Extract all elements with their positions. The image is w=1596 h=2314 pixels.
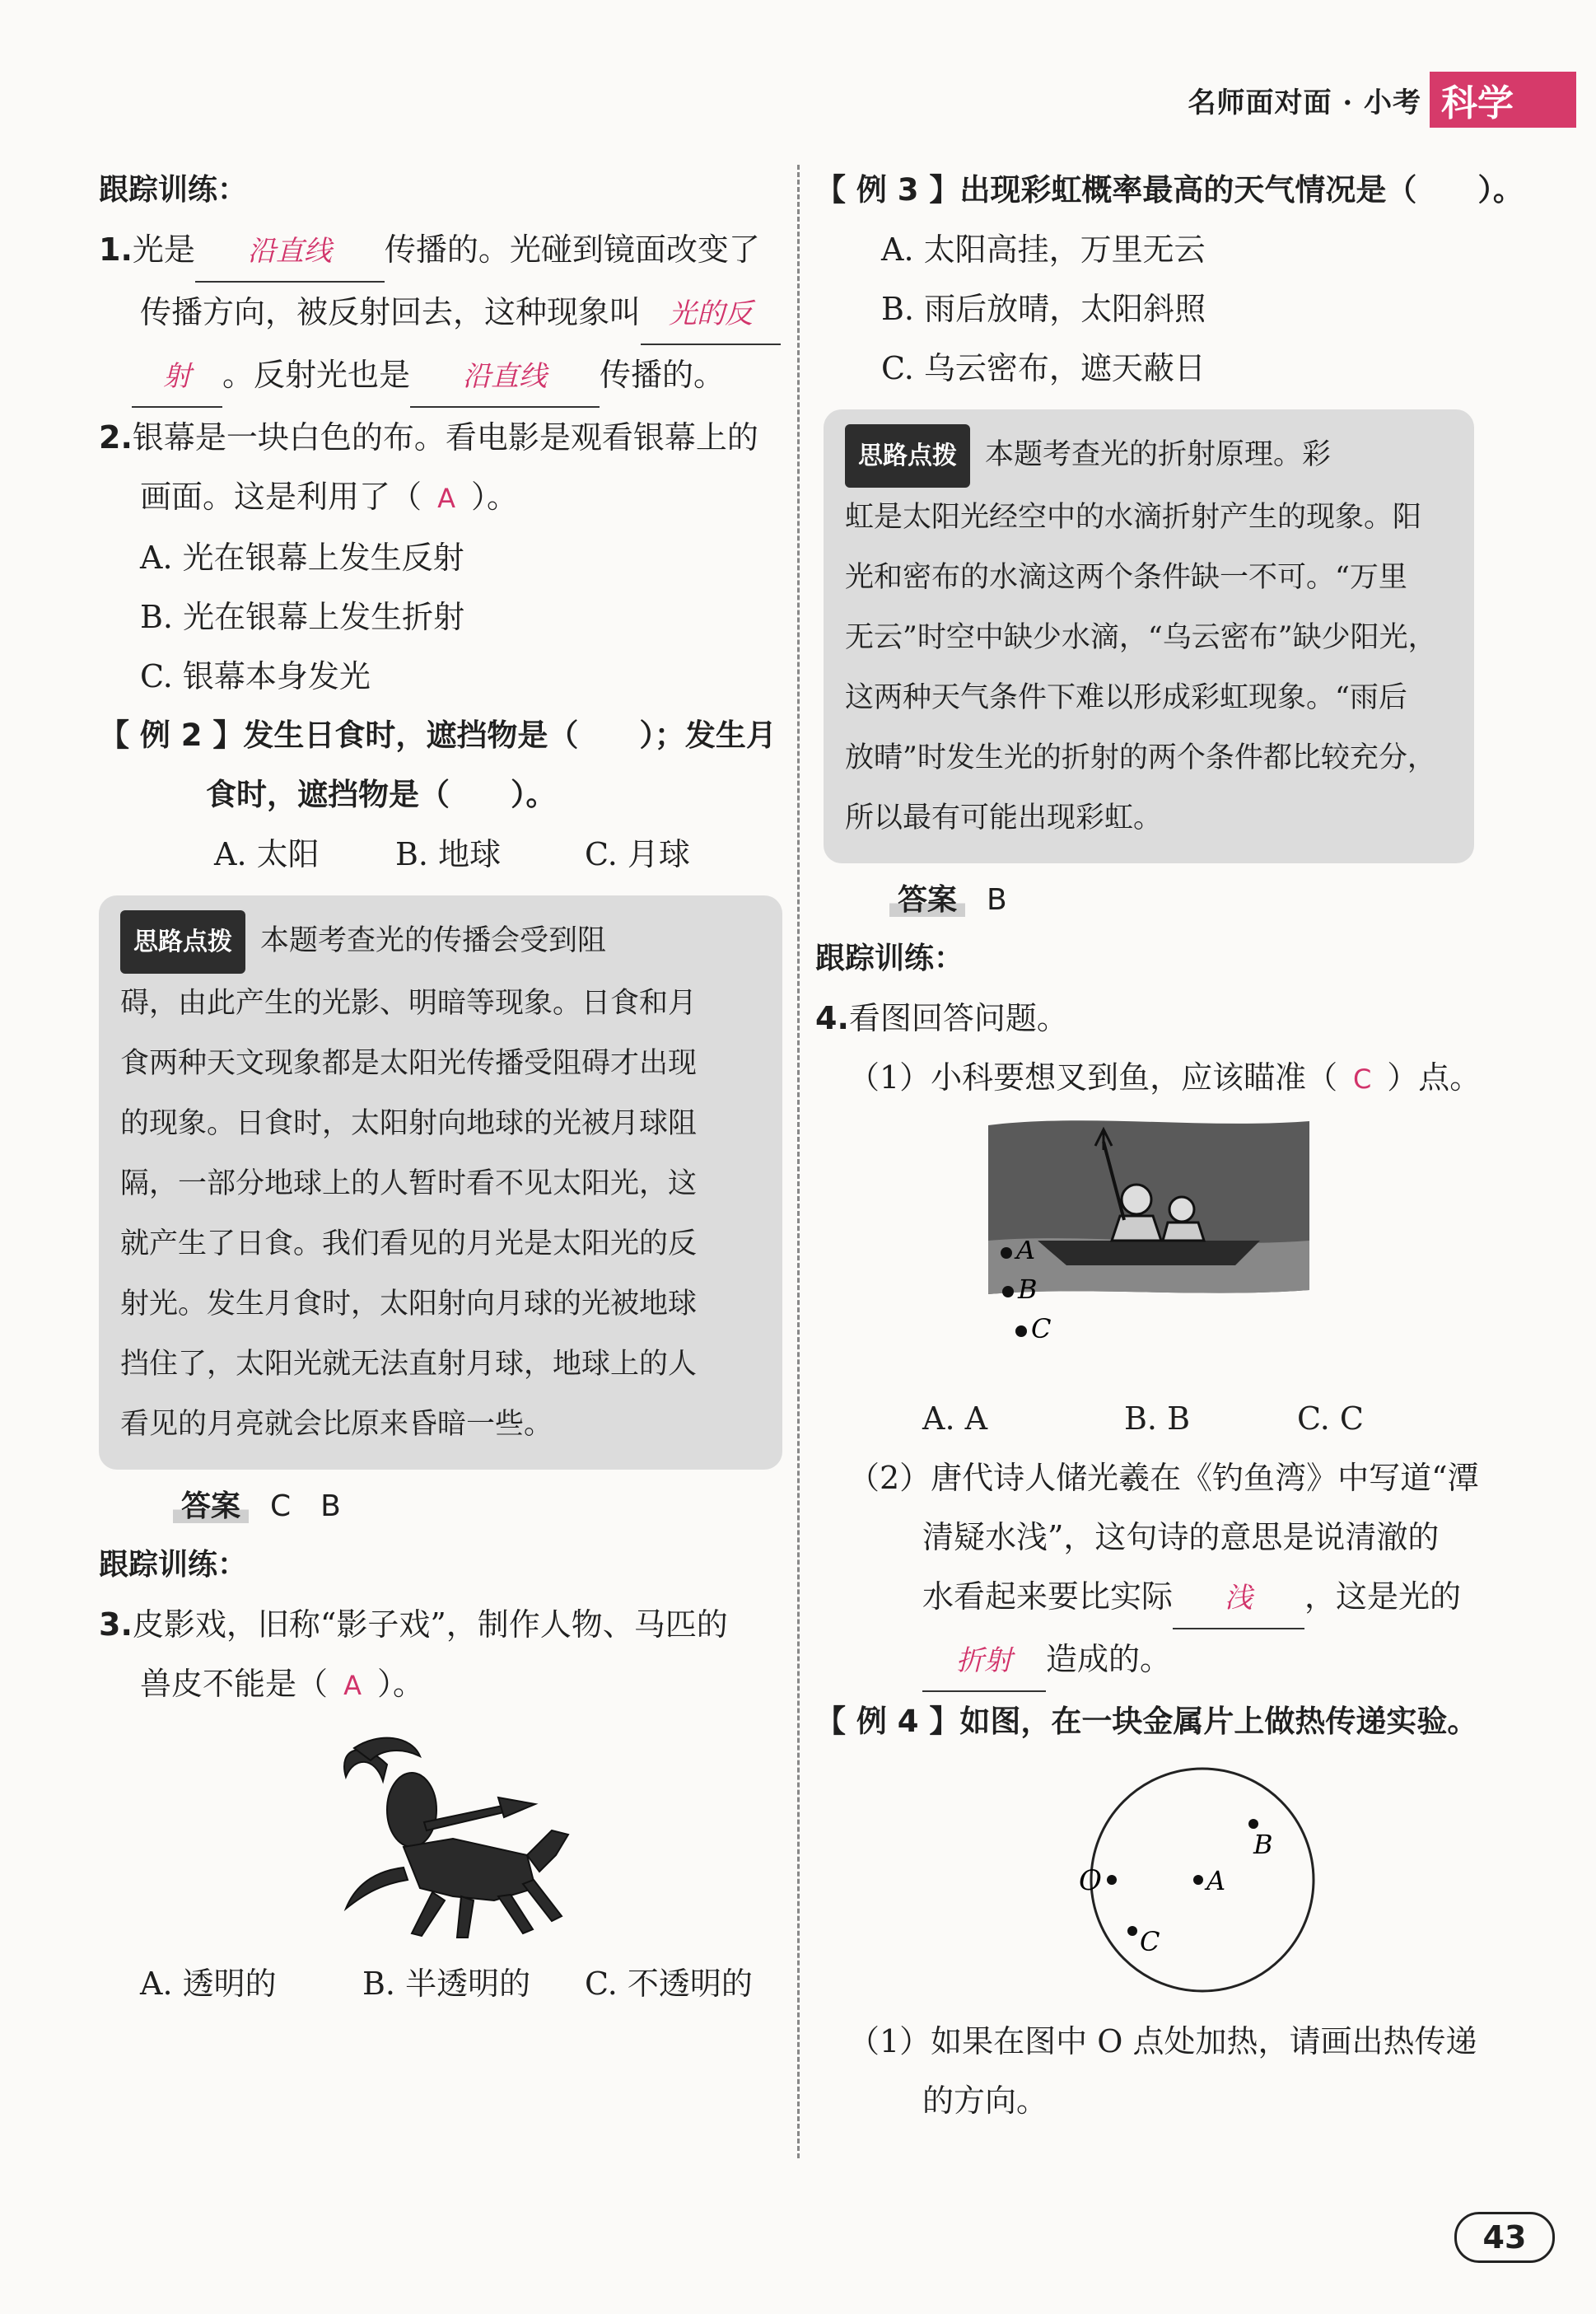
option: B. B — [1124, 1400, 1191, 1437]
choice-answer: A — [437, 483, 455, 514]
answer-line — [815, 872, 1507, 929]
page-header — [1188, 74, 1576, 125]
point-c-dot — [1127, 1926, 1137, 1936]
example-3: 【 例 3 】出现彩虹概率最高的天气情况是（ ）。 A. 太阳高挂，万里无云 B. 雨后放晴，太阳斜照 C. 乌云密布，遮天蔽日 — [815, 161, 1507, 398]
option: C. 不透明的 — [585, 1966, 753, 2002]
question-number: 4. — [815, 1000, 849, 1036]
question-4: 4.看图回答问题。 （1）小科要想叉到鱼，应该瞄准（ C ）点。 A B C A. A B. B C. C （2）唐代诗人储光羲在《钓鱼湾》中写道“潭 清疑水浅”，这句诗的意思是说清澈的 水看起来要比实际 浅 ，这是光的 折射 造成的。 — [815, 989, 1507, 1692]
option: A. 太阳 — [214, 836, 320, 872]
answer-blank: 光的反 — [641, 284, 781, 345]
question-number: 3. — [99, 1606, 133, 1643]
question-3: 3.皮影戏，旧称“影子戏”，制作人物、马匹的 兽皮不能是（ A ）。 A. 透明的 B. 半透明的 C. 不透明的 — [99, 1595, 782, 2013]
choice-answer: C — [1353, 1064, 1372, 1095]
subject-badge: 科学 — [1430, 72, 1576, 128]
point-b-dot — [1248, 1819, 1258, 1829]
example-label: 【 例 4 】 — [815, 1704, 960, 1739]
option: C. 月球 — [585, 836, 690, 872]
point-b-label: B — [1253, 1829, 1273, 1860]
page-number: 43 — [1454, 2212, 1555, 2263]
answer-blank: 浅 — [1173, 1568, 1304, 1629]
hint-box: 思路点拨 本题考查光的传播会受到阻 碍，由此产生的光影、明暗等现象。日食和月 食两种天文现象都是太阳光传播受阻碍才出现 的现象。日食时，太阳射向地球的光被月球阻 隔，一部分地球上的人暂时看不见太阳光，这 就产生了日食。我们看见的月光是太阳光的反 射光。发生月食时，太阳射向月球的光被地球 挡住了，太阳光就无法直射月球，地球上的人 看见的月亮就会比原来昏暗一些。 — [99, 895, 782, 1470]
answer-tag: 答案 — [173, 1489, 249, 1523]
point-o-label: O — [1079, 1864, 1102, 1897]
point-o-dot — [1107, 1875, 1117, 1885]
question-2: 2.银幕是一块白色的布。看电影是观看银幕上的 画面。这是利用了（ A ）。 A. 光在银幕上发生反射 B. 光在银幕上发生折射 C. 银幕本身发光 — [99, 408, 782, 706]
point-a-dot — [1001, 1247, 1012, 1259]
answer-line — [99, 1478, 782, 1536]
hint-box: 思路点拨 本题考查光的折射原理。彩 虹是太阳光经空中的水滴折射产生的现象。阳 光和密布的水滴这两个条件缺一不可。“万里 无云”时空中缺少水滴，“乌云密布”缺少阳光， 这两种天气条件下难以形成彩虹现象。“雨后 放晴”时发生光的折射的两个条件都比较充分， 所以最有可能出现彩虹。 — [824, 409, 1474, 863]
answer-blank: 沿直线 — [195, 222, 385, 283]
fishing-figure — [815, 1117, 1507, 1389]
choice-answer: A — [343, 1670, 362, 1701]
aim-points — [996, 1241, 1095, 1356]
point-a-dot — [1193, 1875, 1203, 1885]
point-b-label: B — [1018, 1274, 1038, 1305]
option: B. 半透明的 — [362, 1966, 531, 2002]
track-training-title: 跟踪训练： — [815, 942, 964, 975]
answer-blank: 折射 — [922, 1631, 1046, 1692]
metal-plate-diagram — [1038, 1756, 1334, 2003]
column-divider — [797, 165, 800, 2158]
option: B. 光在银幕上发生折射 — [140, 599, 465, 635]
option: C. 银幕本身发光 — [140, 658, 371, 694]
answer-blank: 沿直线 — [410, 347, 600, 408]
hint-tag: 思路点拨 — [120, 910, 245, 974]
example-label: 【 例 2 】 — [99, 718, 244, 753]
option: C. 乌云密布，遮天蔽日 — [881, 350, 1206, 386]
question-1: 1.光是 沿直线 传播的。光碰到镜面改变了 传播方向，被反射回去，这种现象叫 光的反 射 。反射光也是 沿直线 传播的。 — [99, 220, 782, 408]
option: B. 雨后放晴，太阳斜照 — [881, 291, 1206, 327]
point-a-label: A — [1206, 1865, 1226, 1896]
point-c-label: C — [1031, 1313, 1052, 1344]
option: A. 透明的 — [140, 1966, 277, 2002]
point-c-label: C — [1140, 1926, 1160, 1957]
option: A. A — [922, 1400, 988, 1437]
right-column — [815, 161, 1524, 2130]
example-label: 【 例 3 】 — [815, 172, 960, 208]
track-training-title: 跟踪训练： — [99, 173, 248, 207]
answer-value: C B — [270, 1489, 341, 1523]
point-a-label: A — [1016, 1241, 1036, 1265]
option: B. 地球 — [395, 836, 502, 872]
option: C. C — [1297, 1400, 1364, 1437]
track-training-title: 跟踪训练： — [99, 1548, 248, 1582]
example-4: 【 例 4 】如图，在一块金属片上做热传递实验。 O A B C （1）如果在图中 O 点处加热，请画出热传递 的方向。 — [815, 1704, 1478, 2119]
example-2: 【 例 2 】发生日食时，遮挡物是（ ）；发生月 食时，遮挡物是（ ）。 A. 太阳 B. 地球 C. 月球 — [99, 706, 782, 884]
series-title: 名师面对面 · 小考 — [1188, 86, 1421, 119]
option: A. 光在银幕上发生反射 — [140, 540, 464, 576]
answer-blank: 射 — [132, 347, 222, 408]
left-column — [99, 161, 782, 2013]
point-c-dot — [1015, 1325, 1027, 1337]
point-b-dot — [1002, 1286, 1014, 1297]
shadow-puppet-figure — [288, 1732, 634, 1946]
question-number: 2. — [99, 419, 133, 456]
answer-value: B — [987, 883, 1007, 917]
option: A. 太阳高挂，万里无云 — [881, 231, 1206, 268]
hint-tag: 思路点拨 — [845, 424, 970, 488]
answer-tag: 答案 — [889, 883, 965, 917]
question-number: 1. — [99, 231, 133, 268]
